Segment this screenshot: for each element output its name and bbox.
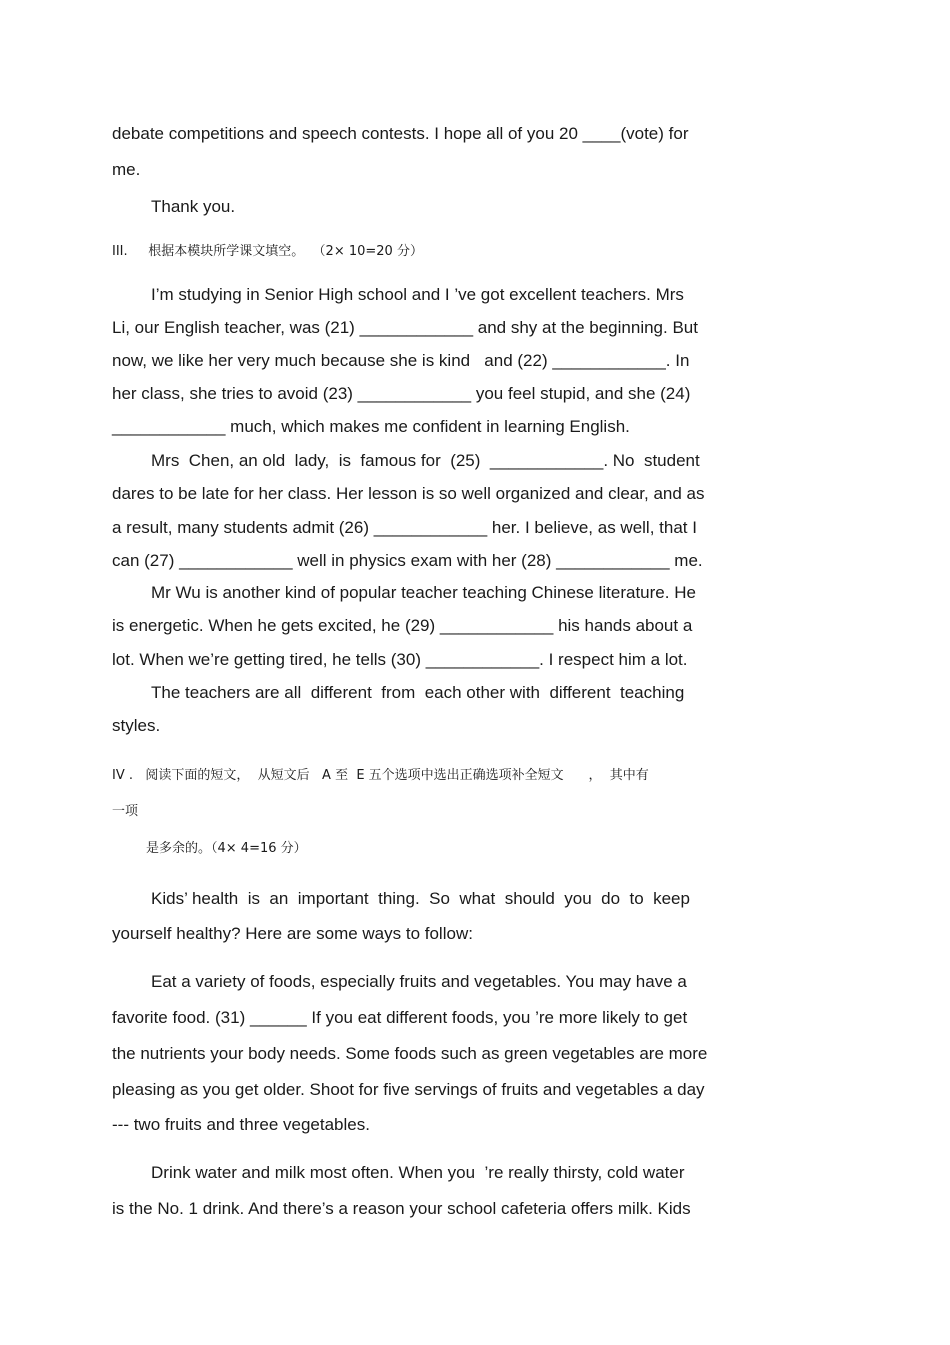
- text-line: favorite food. (31) ______ If you eat different foods, you ’re more likely to get: [112, 1008, 688, 1027]
- text-line: styles.: [112, 716, 161, 735]
- section-heading: 是多余的。（4× 4=16 分）: [146, 841, 307, 856]
- text-line: now, we like her very much because she is kind and (22) ____________. In: [112, 351, 690, 370]
- text-line: --- two fruits and three vegetables.: [112, 1115, 370, 1134]
- text-line: Drink water and milk most often. When you ’re really thirsty, cold water: [151, 1163, 685, 1182]
- text-line: I’m studying in Senior High school and I ’ve got excellent teachers. Mrs: [151, 285, 684, 304]
- text-line: the nutrients your body needs. Some foods such as green vegetables are more: [112, 1044, 708, 1063]
- section-heading: 一项: [112, 804, 139, 819]
- section-heading: III. 根据本模块所学课文填空。 （2× 10=20 分）: [112, 244, 423, 259]
- text-line: lot. When we’re getting tired, he tells (30) ____________. I respect him a lot.: [112, 650, 688, 669]
- text-line: her class, she tries to avoid (23) ____________ you feel stupid, and she (24): [112, 384, 691, 403]
- text-line: a result, many students admit (26) ____________ her. I believe, as well, that I: [112, 518, 697, 537]
- text-line: Li, our English teacher, was (21) ____________ and shy at the beginning. But: [112, 318, 698, 337]
- text-line: me.: [112, 160, 141, 179]
- text-line: ____________ much, which makes me confident in learning English.: [112, 417, 630, 436]
- text-line: pleasing as you get older. Shoot for five servings of fruits and vegetables a day: [112, 1080, 705, 1099]
- text-line: Mrs Chen, an old lady, is famous for (25) ____________. No student: [151, 451, 700, 470]
- text-line: is the No. 1 drink. And there’s a reason your school cafeteria offers milk. Kids: [112, 1199, 691, 1218]
- text-line: yourself healthy? Here are some ways to follow:: [112, 924, 473, 943]
- text-line: The teachers are all different from each other with different teaching: [151, 683, 685, 702]
- text-line: Kids’ health is an important thing. So what should you do to keep: [151, 889, 690, 908]
- text-line: Mr Wu is another kind of popular teacher teaching Chinese literature. He: [151, 583, 696, 602]
- section-heading: IV . 阅读下面的短文， 从短文后 A 至 E 五个选项中选出正确选项补全短文 ， 其中有: [112, 768, 649, 783]
- text-line: Eat a variety of foods, especially fruits and vegetables. You may have a: [151, 972, 687, 991]
- text-line: Thank you.: [151, 197, 236, 216]
- text-line: debate competitions and speech contests. I hope all of you 20 ____(vote) for: [112, 124, 689, 143]
- text-line: dares to be late for her class. Her lesson is so well organized and clear, and as: [112, 484, 705, 503]
- text-line: can (27) ____________ well in physics exam with her (28) ____________ me.: [112, 551, 703, 570]
- text-line: is energetic. When he gets excited, he (29) ____________ his hands about a: [112, 616, 693, 635]
